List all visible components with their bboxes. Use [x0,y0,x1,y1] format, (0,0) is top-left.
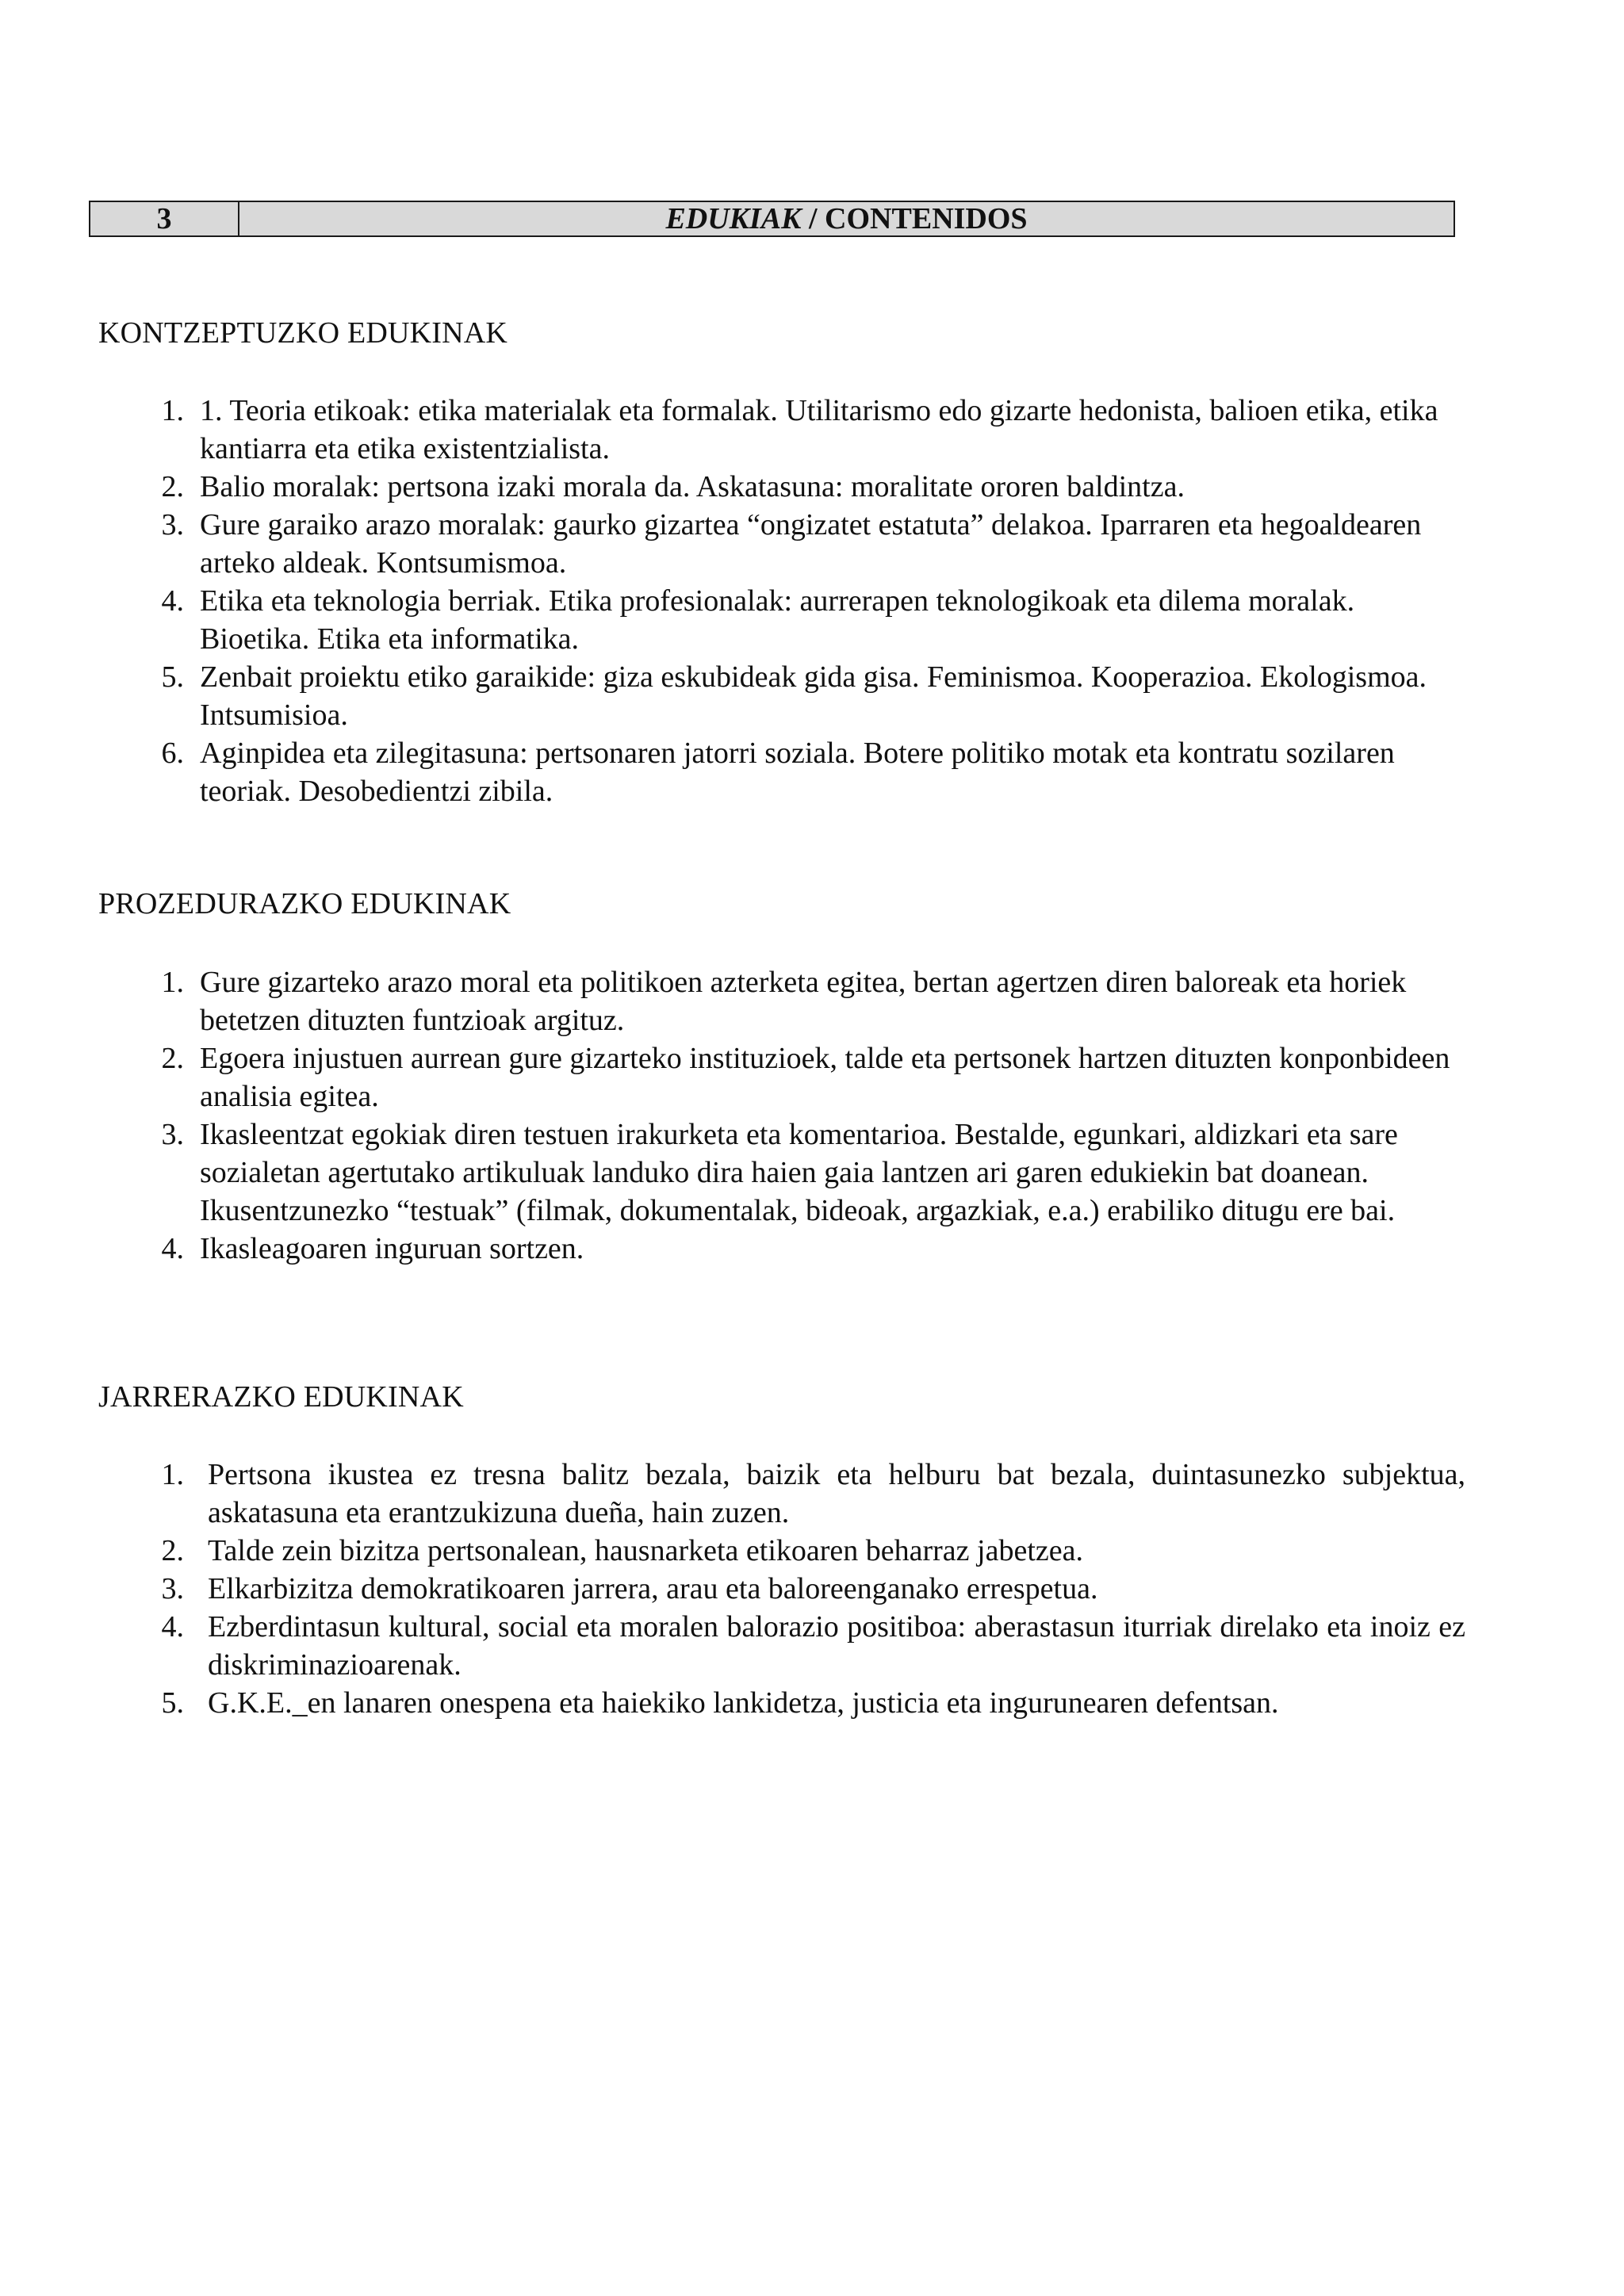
list-item: 1. 1. Teoria etikoak: etika materialak eta formalak. Utilitarismo edo gizarte hedonista, balioen etika, etika kantiarra eta etika existentzialista. [161,394,1438,465]
list-item: 4. Ezberdintasun kultural, social eta moralen balorazio positiboa: aberastasun iturriak direlako eta inoiz ez diskriminazioarenak. [161,1610,1465,1682]
list-item: 3. Ikasleentzat egokiak diren testuen irakurketa eta komentarioa. Bestalde, egunkari, aldizkari eta sare sozialetan agertutako artikuluak landuko dira haien gaia lantzen ari garen edukiekin bat doanean. Ikusentzunezko “testuak” (filmak, dokumentalak, bideoak, argazkiak, e.a.) erabiliko ditugu ere bai. [161,1118,1398,1227]
heading-jarrerazko: JARRERAZKO EDUKINAK [98,1380,464,1414]
heading-prozedurazko: PROZEDURAZKO EDUKINAK [98,887,511,920]
list-item: 6. Aginpidea eta zilegitasuna: pertsonaren jatorri soziala. Botere politiko motak eta kontratu sozilaren teoriak. Desobedientzi zibila. [161,737,1395,808]
list-item: 3. Elkarbizitza demokratikoaren jarrera, arau eta baloreenganako errespetua. [161,1572,1098,1605]
list-kontzeptuzko [161,392,1469,810]
list-item: 2. Balio moralak: pertsona izaki morala da. Askatasuna: moralitate ororen baldintza. [161,470,1185,503]
list-prozedurazko [161,963,1477,1268]
list-item: 3. Gure garaiko arazo moralak: gaurko gizartea “ongizatet estatuta” delakoa. Iparraren eta hegoaldearen arteko aldeak. Kontsumismoa. [161,508,1422,580]
list-item: 2. Talde zein bizitza pertsonalean, hausnarketa etikoaren beharraz jabetzea. [161,1534,1083,1567]
list-item: 1. Pertsona ikustea ez tresna balitz bezala, baizik eta helburu bat bezala, duintasunezko subjektua, askatasuna eta erantzukizuna dueña, hain zuzen. [161,1458,1465,1529]
list-item: 4. Ikasleagoaren inguruan sortzen. [161,1232,584,1265]
section-title-rest: / CONTENIDOS [801,202,1028,235]
section-number: 3 [90,202,239,235]
list-item: 4. Etika eta teknologia berriak. Etika profesionalak: aurrerapen teknologikoak eta dilema moralak. Bioetika. Etika eta informatika. [161,584,1355,656]
list-item: 5. Zenbait proiektu etiko garaikide: giza eskubideak gida gisa. Feminismoa. Kooperazioa. Ekologismoa. Intsumisioa. [161,660,1427,732]
list-item: 5. G.K.E._en lanaren onespena eta haiekiko lankidetza, justicia eta ingurunearen defentsan. [161,1686,1279,1720]
heading-kontzeptuzko: KONTZEPTUZKO EDUKINAK [98,316,508,350]
section-title [239,202,1454,235]
list-item: 2. Egoera injustuen aurrean gure gizarteko instituzioek, talde eta pertsonek hartzen dituzten konponbideen analisia egitea. [161,1042,1450,1113]
list-item: 1. Gure gizarteko arazo moral eta politikoen azterketa egitea, bertan agertzen diren baloreak eta horiek betetzen dituzten funtzioak argituz. [161,966,1407,1037]
section-header-table [89,201,1455,237]
list-jarrerazko [161,1456,1465,1722]
section-title-italic: EDUKIAK [665,202,802,235]
